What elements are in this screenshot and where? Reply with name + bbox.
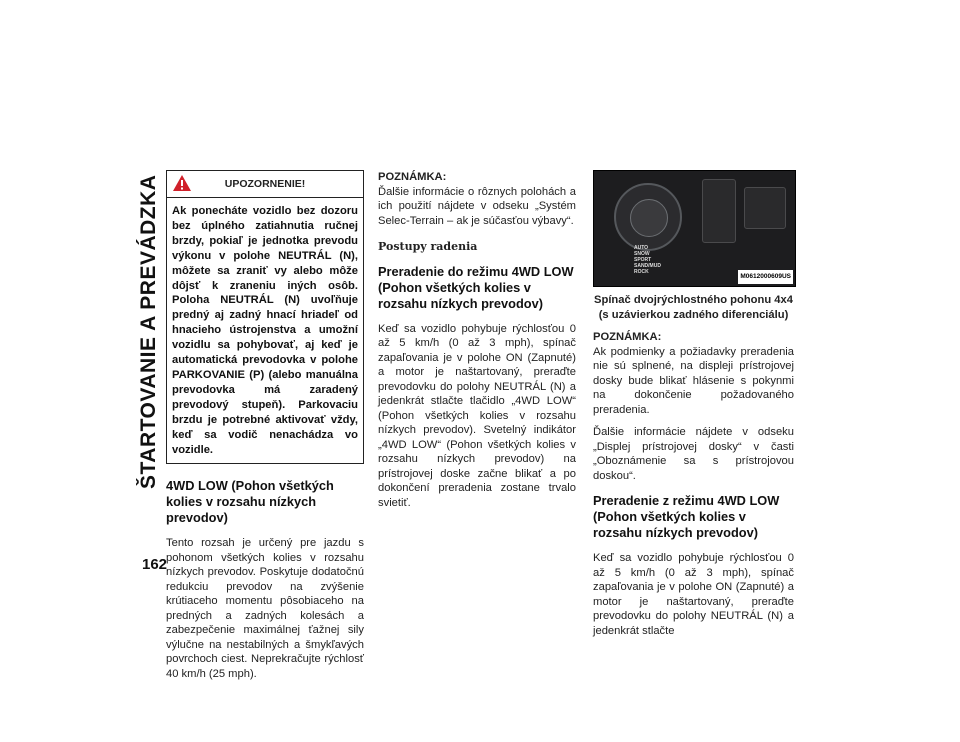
section-heading-4wd-low: 4WD LOW (Pohon všetkých kolies v rozsahu nízkych prevodov) <box>166 478 334 526</box>
column-1 <box>166 170 364 689</box>
warning-title: UPOZORNENIE! <box>224 178 306 190</box>
note-label-2: POZNÁMKA: <box>593 331 662 343</box>
note-text-2: Ak podmienky a požiadavky preradenia nie sú splnené, na displeji prístrojovej dosky bude blikať hlásenie s pokynmi na dokončenie požadovaného preradenia. <box>593 345 794 416</box>
paragraph-more-info: Ďalšie informácie nájdete v odseku „Displej prístrojovej dosky“ v časti „Oboznámenie sa s prístrojovou doskou“. <box>593 426 794 482</box>
power-outlet <box>744 187 786 229</box>
usb-port <box>702 179 736 243</box>
photo-caption: Spínač dvojrýchlostného pohonu 4x4 (s uzávierkou zadného diferenciálu) <box>594 294 793 321</box>
selec-terrain-knob <box>614 183 682 251</box>
warning-body: Ak ponecháte vozidlo bez dozoru bez úplného zatiahnutia ručnej brzdy, pokiaľ je jednotka prevodu výkonu v polohe NEUTRÁL (N), môžete sa zraniť vy alebo môže dôjsť k zraneniu iných osôb. Poloha NEUTRÁL (N) uvoľňuje predný aj zadný hnací hriadeľ od hnacieho ústrojenstva a umožní vozidlu sa pohybovať, aj keď je automatická prevodovka v polohe PARKOVANIE (P) (alebo manuálna prevodovka má zaradený prevodový stupeň). Parkovaciu brzdu je potrebné aktivovať vždy, keď sa vodič nenachádza vo vozidle. <box>172 205 358 456</box>
paragraph-shift-into-4wd-low: Keď sa vozidlo pohybuje rýchlosťou 0 až 5 km/h (0 až 3 mph), spínač zapaľovania je v polohe ON (Zapnuté) a motor je naštartovaný, preraďte prevodovku do polohy NEUTRÁL (N) a jedenkrát stlačte tlačidlo „4WD LOW“ (Pohon všetkých kolies v rozsahu nízkych prevodov). Svetelný indikátor „4WD LOW“ (Pohon všetkých kolies v rozsahu nízkych prevodov) na prístrojovej doske začne blikať a po dokončení preradenia zostane trvalo svietiť. <box>378 322 576 509</box>
subheading-shift-procedures: Postupy radenia <box>378 240 478 253</box>
note-label: POZNÁMKA: <box>378 171 447 183</box>
terrain-mode-labels: AUTO SNOW SPORT SAND/MUD ROCK <box>634 245 661 275</box>
warning-triangle-icon <box>172 174 192 192</box>
section-tab: ŠTARTOVANIE A PREVÁDZKA <box>137 175 160 490</box>
note-text: Ďalšie informácie o rôznych polohách a ich použití nájdete v odseku „Systém Selec-Terrain – ak je súčasťou výbavy“. <box>378 185 576 227</box>
warning-box <box>166 170 364 464</box>
paragraph-shift-out-of-4wd-low: Keď sa vozidlo pohybuje rýchlosťou 0 až 5 km/h (0 až 3 mph), spínač zapaľovania je v polohe ON (Zapnuté) a motor je naštartovaný, preraďte prevodovku do polohy NEUTRÁL (N) a jedenkrát stlačte <box>593 552 794 637</box>
column-2 <box>378 170 576 518</box>
page-number: 162 <box>142 556 168 573</box>
paragraph-4wd-low: Tento rozsah je určený pre jazdu s pohonom všetkých kolies v rozsahu nízkych prevodov. Poskytuje dodatočnú redukciu prevodov na zvýšenie krútiaceho momentu pôsobiaceho na predných a zadných kolesách a zabezpečenie maximálnej ťažnej sily výlučne na nestabilných a šmykľavých povrchoch ciest. Neprekračujte rýchlosť 40 km/h (25 mph). <box>166 537 364 680</box>
column-3 <box>593 170 794 646</box>
warning-header <box>167 171 363 198</box>
heading-shift-out-of-4wd-low: Preradenie z režimu 4WD LOW (Pohon všetkých kolies v rozsahu nízkych prevodov) <box>593 493 780 540</box>
drive-switch-photo <box>593 170 796 287</box>
photo-reference: M0612000609US <box>738 270 793 285</box>
heading-shift-into-4wd-low: Preradenie do režimu 4WD LOW (Pohon všetkých kolies v rozsahu nízkych prevodov) <box>378 263 574 311</box>
